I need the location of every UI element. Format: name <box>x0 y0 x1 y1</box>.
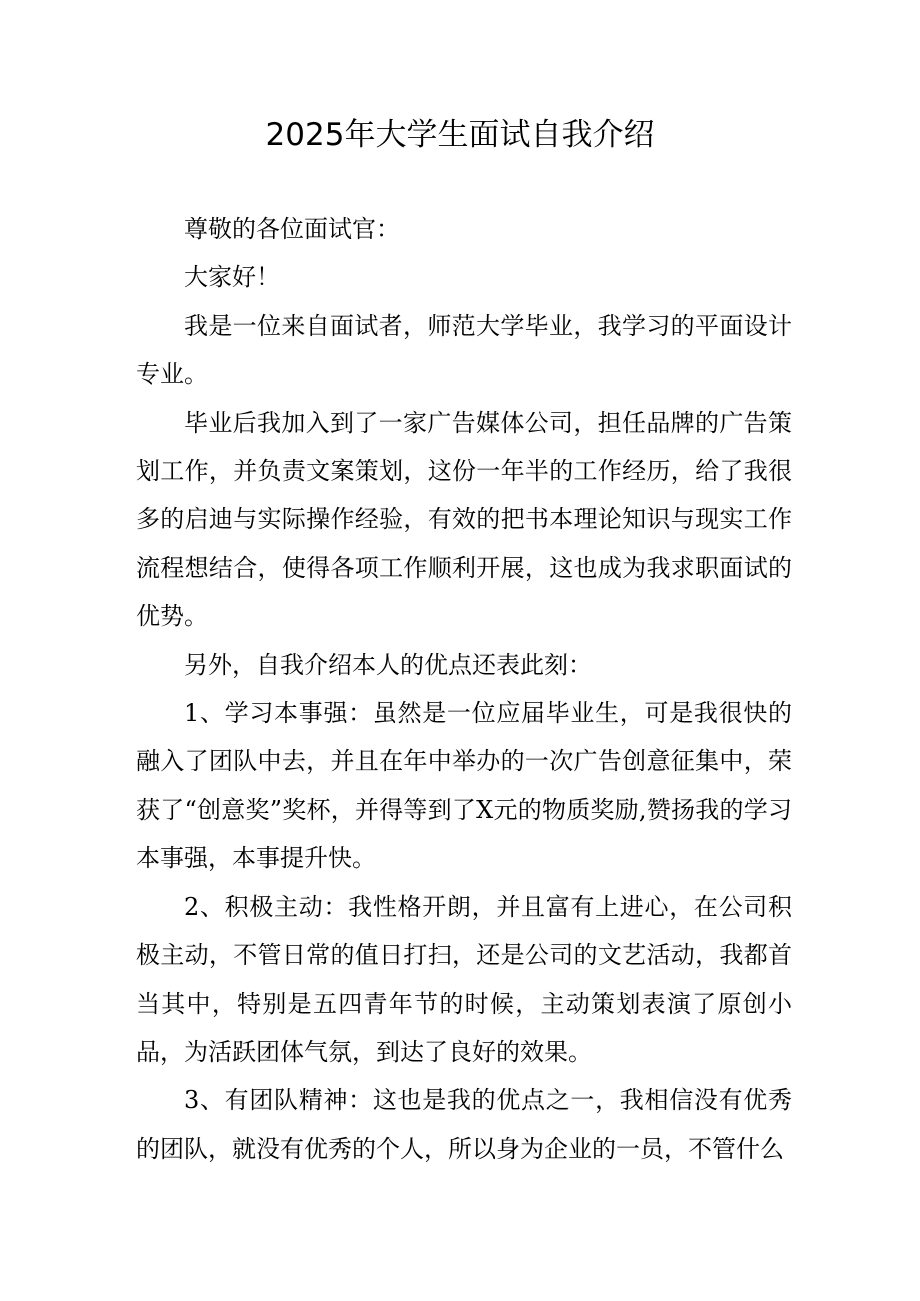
paragraph-work-experience: 毕业后我加入到了一家广告媒体公司，担任品牌的广告策划工作，并负责文案策划，这份一年半的工作经历，给了我很多的启迪与实际操作经验，有效的把书本理论知识与现实工作流程想结合，使得各项工作顺利开展，这也成为我求职面试的优势。 <box>136 408 792 631</box>
paragraph-strength-teamwork: 3、有团队精神：这也是我的优点之一，我相信没有优秀的团队，就没有优秀的个人，所以身为企业的一员，不管什么 <box>136 1086 792 1163</box>
paragraph-strength-proactive: 2、积极主动：我性格开朗，并且富有上进心，在公司积极主动，不管日常的值日打扫，还是公司的文艺活动，我都首当其中，特别是五四青年节的时候，主动策划表演了原创小品，为活跃团体气氛，到达了良好的效果。 <box>136 892 792 1066</box>
paragraph-salutation: 尊敬的各位面试官： <box>184 215 400 243</box>
paragraph-greeting: 大家好！ <box>184 263 280 292</box>
document-title: 2025年大学生面试自我介绍 <box>265 117 655 153</box>
paragraph-background: 我是一位来自面试者，师范大学毕业，我学习的平面设计专业。 <box>136 311 792 389</box>
paragraph-strengths-intro: 另外，自我介绍本人的优点还表此刻： <box>184 650 592 679</box>
document-body <box>136 205 792 1173</box>
paragraph-strength-learning: 1、学习本事强：虽然是一位应届毕业生，可是我很快的融入了团队中去，并且在年中举办的一次广告创意征集中，荣获了“创意奖”奖杯，并得等到了X元的物质奖励,赞扬我的学习本事强，本事提升快。 <box>136 699 792 873</box>
